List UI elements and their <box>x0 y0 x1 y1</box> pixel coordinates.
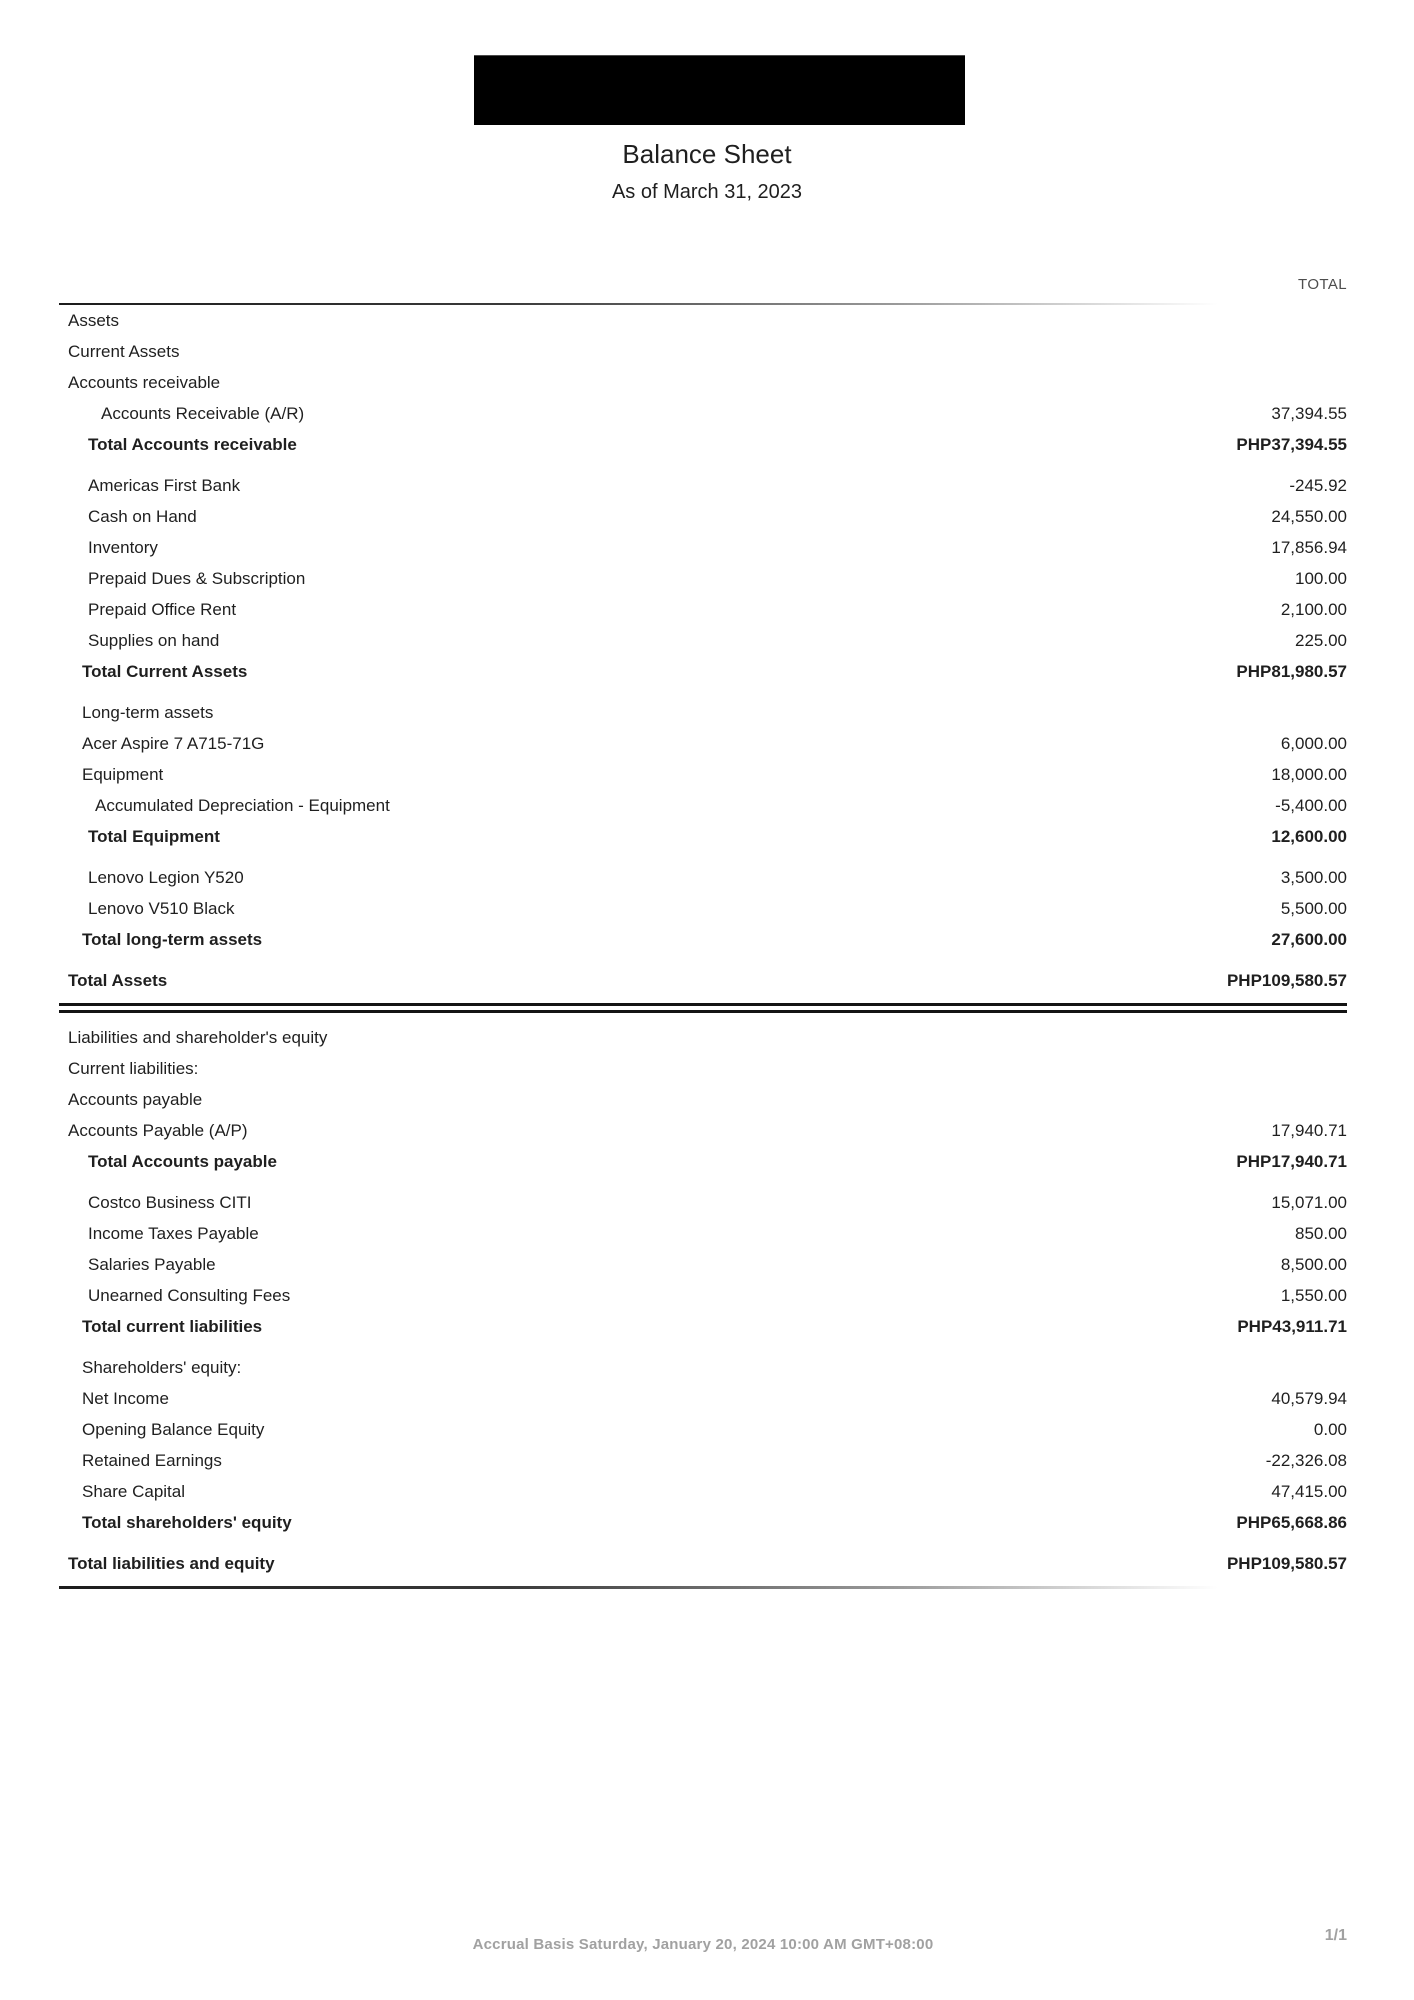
row-amount: -5,400.00 <box>1275 795 1347 815</box>
row-label: Unearned Consulting Fees <box>88 1285 291 1305</box>
row-amount: 37,394.55 <box>1271 403 1347 423</box>
table-row <box>59 1218 1347 1249</box>
total-assets-divider-rule <box>59 1003 1347 1013</box>
row-label: Equipment <box>82 764 164 784</box>
row-label: Accounts receivable <box>68 372 221 392</box>
row-label: Total Current Assets <box>82 661 248 681</box>
table-row <box>59 924 1347 955</box>
table-row <box>59 1022 1347 1053</box>
report-subtitle: As of March 31, 2023 <box>611 181 803 203</box>
report-basis-text: Accrual Basis Saturday, January 20, 2024 10:00 AM GMT+08:00 <box>472 1936 934 1953</box>
row-label: Current Assets <box>68 341 180 361</box>
row-amount: 8,500.00 <box>1280 1254 1347 1274</box>
table-row <box>59 1507 1347 1538</box>
row-label: Current liabilities: <box>68 1058 199 1078</box>
table-bottom-rule <box>59 1586 1347 1589</box>
table-row <box>59 336 1347 367</box>
row-label: Total current liabilities <box>82 1316 263 1336</box>
row-amount: 0.00 <box>1313 1419 1347 1439</box>
table-row <box>59 532 1347 563</box>
row-amount: 47,415.00 <box>1271 1481 1347 1501</box>
table-row <box>59 501 1347 532</box>
table-row <box>59 1053 1347 1084</box>
row-amount: 12,600.00 <box>1271 826 1347 846</box>
table-row <box>59 893 1347 924</box>
row-label: Salaries Payable <box>88 1254 216 1274</box>
row-label: Lenovo Legion Y520 <box>88 867 244 887</box>
row-amount: PHP109,580.57 <box>1226 970 1347 990</box>
table-row <box>59 398 1347 429</box>
row-amount: PHP109,580.57 <box>1226 1553 1347 1573</box>
row-label: Accounts Payable (A/P) <box>68 1120 248 1140</box>
table-row <box>59 1249 1347 1280</box>
total-column-header: TOTAL <box>1298 276 1347 293</box>
table-row <box>59 1352 1347 1383</box>
table-row <box>59 1146 1347 1177</box>
table-row <box>59 625 1347 656</box>
row-label: Accounts payable <box>68 1089 203 1109</box>
row-amount: 850.00 <box>1295 1223 1347 1243</box>
row-amount: 225.00 <box>1295 630 1347 650</box>
table-row <box>59 1115 1347 1146</box>
row-amount: 5,500.00 <box>1280 898 1347 918</box>
row-label: Total Accounts receivable <box>88 434 297 454</box>
table-row <box>59 656 1347 687</box>
table-row <box>59 429 1347 460</box>
table-row <box>59 1548 1347 1579</box>
row-label: Income Taxes Payable <box>88 1223 259 1243</box>
row-amount: PHP43,911.71 <box>1237 1316 1347 1336</box>
table-row <box>59 1445 1347 1476</box>
row-amount: 6,000.00 <box>1280 733 1347 753</box>
row-amount: PHP37,394.55 <box>1236 434 1347 454</box>
table-header-row <box>59 270 1347 303</box>
table-row <box>59 821 1347 852</box>
row-label: Long-term assets <box>82 702 214 722</box>
row-amount: 24,550.00 <box>1271 506 1347 526</box>
row-label: Accounts Receivable (A/R) <box>101 403 305 423</box>
row-label: Total shareholders' equity <box>82 1512 292 1532</box>
table-row <box>59 1311 1347 1342</box>
redacted-company-name <box>474 55 965 125</box>
row-label: Total Assets <box>68 970 168 990</box>
row-label: Costco Business CITI <box>88 1192 252 1212</box>
row-label: Prepaid Dues & Subscription <box>88 568 306 588</box>
table-row <box>59 759 1347 790</box>
table-row <box>59 305 1347 336</box>
table-row <box>59 1383 1347 1414</box>
table-row <box>59 1414 1347 1445</box>
table-row <box>59 697 1347 728</box>
table-row <box>59 1280 1347 1311</box>
liabilities-equity-section <box>59 1022 1347 1579</box>
row-label: Total long-term assets <box>82 929 263 949</box>
row-amount: -245.92 <box>1289 475 1347 495</box>
row-amount: 17,856.94 <box>1271 537 1347 557</box>
row-amount: -22,326.08 <box>1265 1450 1347 1470</box>
table-row <box>59 965 1347 996</box>
row-label: Supplies on hand <box>88 630 220 650</box>
row-label: Accumulated Depreciation - Equipment <box>95 795 390 815</box>
row-label: Lenovo V510 Black <box>88 898 235 918</box>
table-row <box>59 728 1347 759</box>
table-row <box>59 862 1347 893</box>
row-amount: 2,100.00 <box>1280 599 1347 619</box>
table-row <box>59 594 1347 625</box>
row-label: Prepaid Office Rent <box>88 599 237 619</box>
row-label: Americas First Bank <box>88 475 241 495</box>
row-label: Total Accounts payable <box>88 1151 277 1171</box>
row-amount: PHP81,980.57 <box>1236 661 1347 681</box>
row-amount: 40,579.94 <box>1271 1388 1347 1408</box>
row-amount: 1,550.00 <box>1280 1285 1347 1305</box>
row-amount: 3,500.00 <box>1280 867 1347 887</box>
row-label: Opening Balance Equity <box>82 1419 265 1439</box>
report-title: Balance Sheet <box>622 139 792 169</box>
row-label: Assets <box>68 310 120 330</box>
row-label: Total Equipment <box>88 826 220 846</box>
row-label: Retained Earnings <box>82 1450 222 1470</box>
row-label: Shareholders' equity: <box>82 1357 242 1377</box>
page-indicator: 1/1 <box>1324 1927 1347 1944</box>
table-row <box>59 790 1347 821</box>
row-amount: PHP17,940.71 <box>1236 1151 1347 1171</box>
row-amount: 100.00 <box>1295 568 1347 588</box>
row-amount: 27,600.00 <box>1271 929 1347 949</box>
row-label: Acer Aspire 7 A715-71G <box>82 733 265 753</box>
row-label: Cash on Hand <box>88 506 197 526</box>
report-footer <box>59 1927 1347 1958</box>
row-amount: PHP65,668.86 <box>1236 1512 1347 1532</box>
row-label: Net Income <box>82 1388 169 1408</box>
row-label: Inventory <box>88 537 158 557</box>
table-row <box>59 367 1347 398</box>
balance-sheet-table <box>59 270 1347 1589</box>
row-label: Liabilities and shareholder's equity <box>68 1027 328 1047</box>
row-amount: 18,000.00 <box>1271 764 1347 784</box>
row-amount: 17,940.71 <box>1271 1120 1347 1140</box>
assets-section <box>59 305 1347 996</box>
table-row <box>59 563 1347 594</box>
table-row <box>59 470 1347 501</box>
row-label: Total liabilities and equity <box>68 1553 275 1573</box>
table-row <box>59 1084 1347 1115</box>
table-row <box>59 1476 1347 1507</box>
row-label: Share Capital <box>82 1481 186 1501</box>
table-row <box>59 1187 1347 1218</box>
row-amount: 15,071.00 <box>1271 1192 1347 1212</box>
